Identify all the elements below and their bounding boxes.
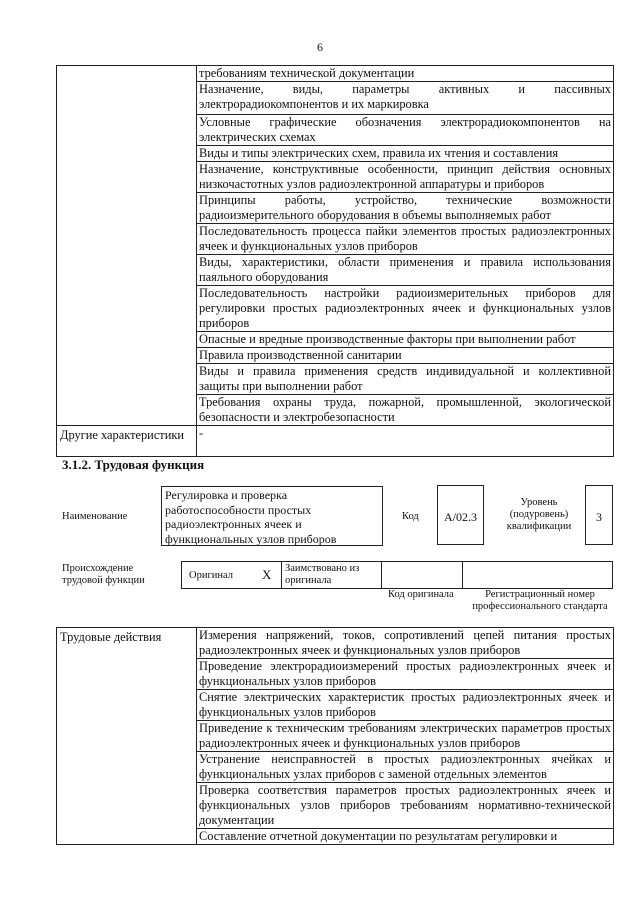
original-label: Оригинал	[189, 570, 233, 581]
knowledge-item: Виды и типы электрических схем, правила их чтения и составления	[197, 146, 614, 162]
knowledge-item: Последовательность настройки радиоизмерительных приборов для регулировки простых радиоэлектронных ячеек и функциональных узлов приборов	[197, 286, 614, 332]
labor-action-item: Проведение электрорадиоизмерений простых радиоэлектронных ячеек и функциональных узлов приборов	[197, 659, 614, 690]
page-number: 6	[317, 40, 323, 54]
knowledge-item: Виды и правила применения средств индивидуальной и коллективной защиты при выполнении работ	[197, 364, 614, 395]
code-box	[437, 485, 484, 545]
labor-action-item: Составление отчетной документации по результатам регулировки и	[197, 829, 614, 845]
knowledge-item: требованиям технической документации	[197, 66, 614, 82]
function-name-box	[161, 486, 383, 546]
knowledge-item: Требования охраны труда, пожарной, промышленной, экологической безопасности и электробезопасности	[197, 395, 614, 426]
labor-action-item: Снятие электрических характеристик простых радиоэлектронных ячеек и функциональных узлов приборов	[197, 690, 614, 721]
original-mark: X	[262, 567, 272, 582]
name-label: Наименование	[62, 511, 128, 522]
knowledge-item: Назначение, конструктивные особенности, принцип действия основных низкочастотных узлов радиоэлектронной аппаратуры и приборов	[197, 162, 614, 193]
knowledge-item: Назначение, виды, параметры активных и пассивных электрорадиокомпонентов и их маркировка	[197, 82, 614, 115]
empty-category-cell	[57, 66, 197, 426]
knowledge-item: Принципы работы, устройство, технические возможности радиоизмерительного оборудования в объемы выполняемых работ	[197, 193, 614, 224]
labor-action-item: Измерения напряжений, токов, сопротивлений цепей питания простых радиоэлектронных ячеек и функциональных узлов приборов	[197, 628, 614, 659]
code-value: A/02.3	[444, 510, 477, 524]
labor-action-item: Устранение неисправностей в простых радиоэлектронных ячейках и функциональных узлах приборов с заменой отдельных элементов	[197, 752, 614, 783]
knowledge-table	[56, 65, 614, 457]
knowledge-item: Правила производственной санитарии	[197, 348, 614, 364]
knowledge-item: Условные графические обозначения электрорадиокомпонентов на электрических схемах	[197, 115, 614, 146]
other-characteristics-label: Другие характеристики	[57, 426, 197, 457]
section-title: 3.1.2. Трудовая функция	[62, 457, 205, 472]
code-original-caption: Код оригинала	[388, 589, 454, 600]
level-box	[585, 485, 613, 545]
level-value: 3	[596, 510, 602, 524]
function-name-value: Регулировка и проверка работоспособности простых радиоэлектронных ячеек и функциональных узлов приборов	[165, 488, 337, 546]
knowledge-item: Виды, характеристики, области применения и правила использования паяльного оборудования	[197, 255, 614, 286]
borrowed-label: Заимствовано из оригинала	[285, 563, 360, 586]
knowledge-item: Последовательность процесса пайки элементов простых радиоэлектронных ячеек и функциональных узлов приборов	[197, 224, 614, 255]
reg-number-caption: Регистрационный номер профессионального стандарта	[472, 589, 608, 612]
origin-label: Происхождение трудовой функции	[62, 563, 145, 586]
labor-action-item: Приведение к техническим требованиям электрических параметров простых радиоэлектронных ячеек и функциональных узлов приборов	[197, 721, 614, 752]
labor-actions-table	[56, 627, 614, 845]
level-label: Уровень (подуровень) квалификации	[506, 497, 572, 532]
code-label: Код	[402, 511, 419, 522]
origin-row-box	[181, 561, 613, 589]
labor-action-item: Проверка соответствия параметров простых радиоэлектронных ячеек и функциональных узлов приборов требованиям нормативно-технической документации	[197, 783, 614, 829]
knowledge-item: Опасные и вредные производственные факторы при выполнении работ	[197, 332, 614, 348]
other-characteristics-value: -	[197, 426, 614, 457]
labor-actions-label: Трудовые действия	[57, 628, 197, 845]
